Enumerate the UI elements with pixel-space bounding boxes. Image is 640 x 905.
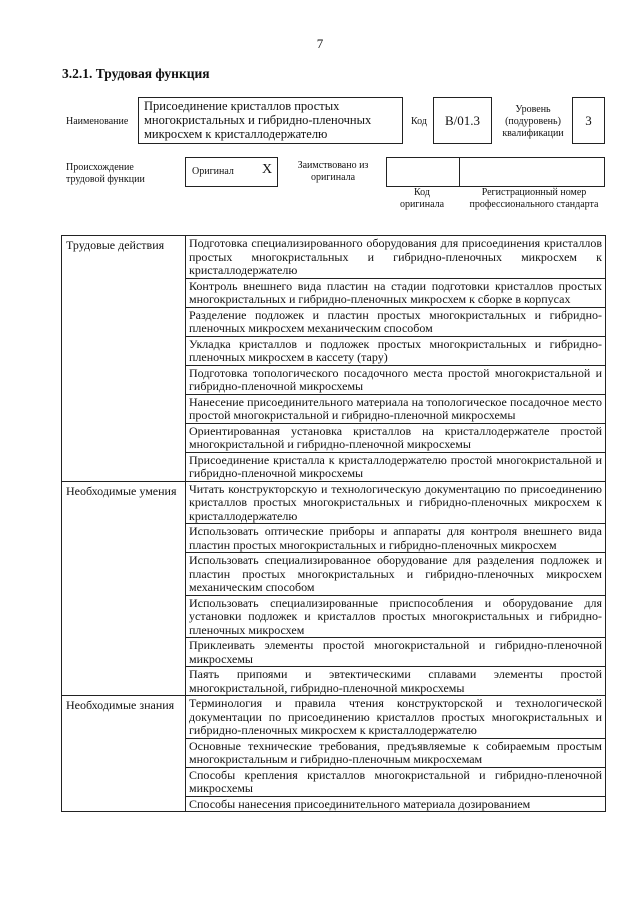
reg-number-label: Регистрационный номер профессионального стандарта bbox=[469, 187, 599, 210]
table-row bbox=[62, 481, 606, 524]
origin-label: Происхождение трудовой функции bbox=[66, 162, 145, 185]
section-item: Основные технические требования, предъявляемые к собираемым простым многокристальным и гибридно-пленочным микросхемам bbox=[186, 738, 606, 767]
page-number: 7 bbox=[316, 36, 324, 51]
name-label: Наименование bbox=[66, 116, 129, 127]
section-item: Нанесение присоединительного материала на топологическое посадочное место простой многокристальной и гибридно-пленочной микросхемы bbox=[186, 394, 606, 423]
code-value-box: B/01.3 bbox=[433, 97, 492, 144]
section-title: 3.2.1. Трудовая функция bbox=[62, 66, 210, 81]
section-item: Терминология и правила чтения конструкторской и технологической документации по присоединению кристаллов простых многокристальных и гибридно-пленочных микросхем к кристаллодержателю bbox=[186, 696, 606, 739]
section-item: Использовать специализированное оборудование для разделения подложек и пластин простых многокристальных и гибридно-пленочных микросхем механическим способом bbox=[186, 553, 606, 596]
section-category: Трудовые действия bbox=[62, 236, 186, 482]
section-item: Приклеивать элементы простой многокристальной и гибридно-пленочной микросхемы bbox=[186, 638, 606, 667]
section-item: Использовать оптические приборы и аппараты для контроля внешнего вида пластин простых многокристальных и гибридно-пленочных микросхем bbox=[186, 524, 606, 553]
section-item: Способы крепления кристаллов многокристальной и гибридно-пленочной микросхемы bbox=[186, 767, 606, 796]
original-mark: X bbox=[262, 162, 273, 177]
section-item: Подготовка топологического посадочного места простой многокристальной и гибридно-пленочной микросхемы bbox=[186, 365, 606, 394]
section-category: Необходимые умения bbox=[62, 481, 186, 696]
code-label: Код bbox=[411, 116, 427, 127]
section-item: Способы нанесения присоединительного материала дозированием bbox=[186, 796, 606, 812]
function-name-box: Присоединение кристаллов простых многокристальных и гибридно-пленочных микросхем к кристаллодержателю bbox=[138, 97, 403, 144]
section-item: Использовать специализированные приспособления и оборудование для установки подложек и кристаллов простых многокристальных и гибридно-пленочных микросхем bbox=[186, 595, 606, 638]
section-item: Подготовка специализированного оборудования для присоединения кристаллов простых многокристальных и гибридно-пленочных микросхем к кристаллодержателю bbox=[186, 236, 606, 279]
table-row bbox=[62, 696, 606, 739]
section-item: Укладка кристаллов и подложек простых многокристальных и гибридно-пленочных микросхем в кассету (тару) bbox=[186, 336, 606, 365]
table-row bbox=[62, 236, 606, 279]
section-item: Ориентированная установка кристаллов на кристаллодержателе простой многокристальной и гибридно-пленочной микросхемы bbox=[186, 423, 606, 452]
section-item: Паять припоями и эвтектическими сплавами элементы простой многокристальной, гибридно-пленочной микросхемы bbox=[186, 667, 606, 696]
level-label: Уровень (подуровень) квалификации bbox=[502, 104, 564, 139]
original-label: Оригинал bbox=[192, 166, 234, 177]
code-original-box bbox=[386, 157, 460, 187]
level-value-box: 3 bbox=[572, 97, 605, 144]
section-item: Контроль внешнего вида пластин на стадии подготовки кристаллов простых многокристальных и гибридно-пленочных микросхем к сборке в корпусах bbox=[186, 278, 606, 307]
reg-number-box bbox=[459, 157, 605, 187]
section-category: Необходимые знания bbox=[62, 696, 186, 812]
borrowed-label: Заимствовано из оригинала bbox=[297, 160, 369, 183]
section-item: Читать конструкторскую и технологическую документацию по присоединению кристаллов простых многокристальных и гибридно-пленочных микросхем к кристаллодержателю bbox=[186, 481, 606, 524]
code-original-label: Код оригинала bbox=[399, 187, 445, 210]
labor-function-table bbox=[61, 235, 606, 812]
section-item: Присоединение кристалла к кристаллодержателю простой многокристальной и гибридно-пленочной микросхемы bbox=[186, 452, 606, 481]
section-item: Разделение подложек и пластин простых многокристальных и гибридно-пленочных микросхем механическим способом bbox=[186, 307, 606, 336]
